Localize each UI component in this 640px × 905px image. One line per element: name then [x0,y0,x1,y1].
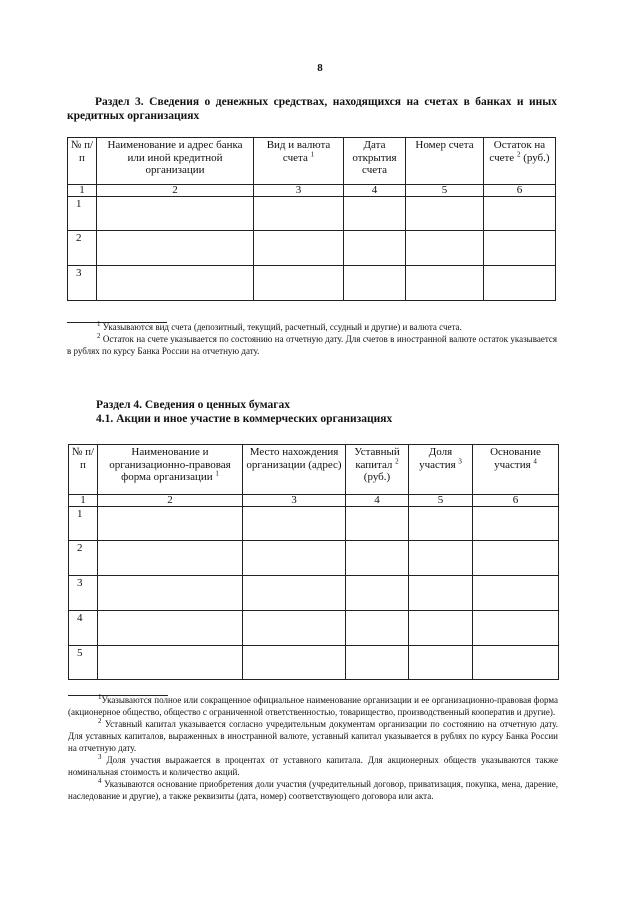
table-cell[interactable] [473,576,559,611]
table-cell[interactable] [346,507,409,541]
table-row [69,507,559,541]
table-row [69,541,559,576]
section4-title [96,398,556,426]
column-number: 5 [409,495,473,507]
page-number: 8 [317,62,323,74]
table-cell[interactable] [473,611,559,646]
table-cell[interactable] [243,646,346,680]
table-cell[interactable] [409,576,473,611]
header-cell: Место нахождения организации (адрес) [243,445,346,495]
table-cell[interactable] [346,646,409,680]
header-cell: Основание участия $^4$ [473,445,559,495]
section4-footnotes [68,694,558,802]
row-number: 4 [69,611,98,646]
table-cell[interactable] [254,231,344,266]
table-cell[interactable] [98,576,243,611]
footnote: $^4$ Указываются основание приобретения доли участия (учредительный договор, приватизация, покупка, мена, дарение, наследование и другие), а также реквизиты (дата, номер) соответствующего договора или акта. [68,777,559,801]
table-row [68,266,556,301]
table-row [69,646,559,680]
column-number: 1 [68,185,97,197]
header-cell: Остаток на счете $^2$ (руб.) [484,138,556,185]
section3-footnotes [67,321,557,357]
column-number-row [69,495,559,507]
table-cell[interactable] [409,507,473,541]
column-number: 4 [344,185,406,197]
table-header-row [68,138,556,185]
section4-subheading: 4.1. Акции и иное участие в коммерческих организациях [96,413,393,425]
row-number: 3 [68,266,97,301]
table-cell[interactable] [473,541,559,576]
table-row [68,197,556,231]
row-number: 2 [68,231,97,266]
table-cell[interactable] [406,266,484,301]
table-header-row [69,445,559,495]
table-cell[interactable] [473,507,559,541]
section4-heading: Раздел 4. Сведения о ценных бумагах [96,399,291,411]
column-number: 3 [243,495,346,507]
section3-table [67,137,556,301]
table-cell[interactable] [484,231,556,266]
row-number: 1 [69,507,98,541]
column-number: 6 [473,495,559,507]
header-cell: Доля участия $^3$ [409,445,473,495]
column-number-row [68,185,556,197]
table-cell[interactable] [473,646,559,680]
footnote: $^1$ Указываются вид счета (депозитный, текущий, расчетный, ссудный и другие) и валюта счета. [97,320,462,332]
column-number: 2 [98,495,243,507]
table-cell[interactable] [346,611,409,646]
section3-title: Раздел 3. Сведения о денежных средствах, находящихся на счетах в банках и иных кредитных организациях [67,96,557,122]
section4-table [68,444,559,680]
table-cell[interactable] [344,231,406,266]
table-cell[interactable] [98,611,243,646]
table-cell[interactable] [98,541,243,576]
footnote: $^2$ Уставный капитал указывается согласно учредительным документам организации по состоянию на отчетную дату. Для уставных капиталов, выраженных в иностранной валюте, уставный капитал указывается в рублях по курсу Банка России на отчетную дату. [68,717,558,753]
table-cell[interactable] [97,197,254,231]
table-cell[interactable] [346,541,409,576]
table-cell[interactable] [243,611,346,646]
table-cell[interactable] [243,541,346,576]
column-number: 6 [484,185,556,197]
table-cell[interactable] [344,197,406,231]
header-cell: Наименование и организационно-правовая форма организации $^1$ [98,445,243,495]
table-cell[interactable] [409,646,473,680]
header-cell: Наименование и адрес банка или иной кредитной организации [97,138,254,185]
footnote: $^2$ Остаток на счете указывается по состоянию на отчетную дату. Для счетов в иностранной валюте остаток указывается в рублях по курсу Банка России на отчетную дату. [67,332,558,356]
row-number: 3 [69,576,98,611]
table-cell[interactable] [484,266,556,301]
table-cell[interactable] [243,576,346,611]
footnote: $^3$ Доля участия выражается в процентах от уставного капитала. Для акционерных обществ указываются также номинальная стоимость и количество акций. [68,753,558,777]
table-row [68,231,556,266]
table-cell[interactable] [254,197,344,231]
column-number: 3 [254,185,344,197]
table-cell[interactable] [97,231,254,266]
table-cell[interactable] [406,231,484,266]
row-number: 2 [69,541,98,576]
header-cell: № п/п [69,445,98,495]
table-cell[interactable] [409,541,473,576]
table-cell[interactable] [484,197,556,231]
header-cell: Номер счета [406,138,484,185]
header-cell: Уставный капитал $^2$ (руб.) [346,445,409,495]
table-cell[interactable] [98,507,243,541]
table-cell[interactable] [98,646,243,680]
table-cell[interactable] [97,266,254,301]
column-number: 2 [97,185,254,197]
table-row [69,611,559,646]
table-cell[interactable] [409,611,473,646]
table-cell[interactable] [344,266,406,301]
table-cell[interactable] [243,507,346,541]
header-cell: № п/п [68,138,97,185]
table-cell[interactable] [406,197,484,231]
table-row [69,576,559,611]
row-number: 5 [69,646,98,680]
table-cell[interactable] [254,266,344,301]
row-number: 1 [68,197,97,231]
header-cell: Вид и валюта счета $^1$ [254,138,344,185]
column-number: 5 [406,185,484,197]
footnote: $^1$Указываются полное или сокращенное официальное наименование организации и ее организационно-правовая форма (акционерное общество, общество с ограниченной ответственностью, товарищество, производственный кооператив и другие). [68,693,558,717]
header-cell: Дата открытия счета [344,138,406,185]
column-number: 1 [69,495,98,507]
column-number: 4 [346,495,409,507]
table-cell[interactable] [346,576,409,611]
